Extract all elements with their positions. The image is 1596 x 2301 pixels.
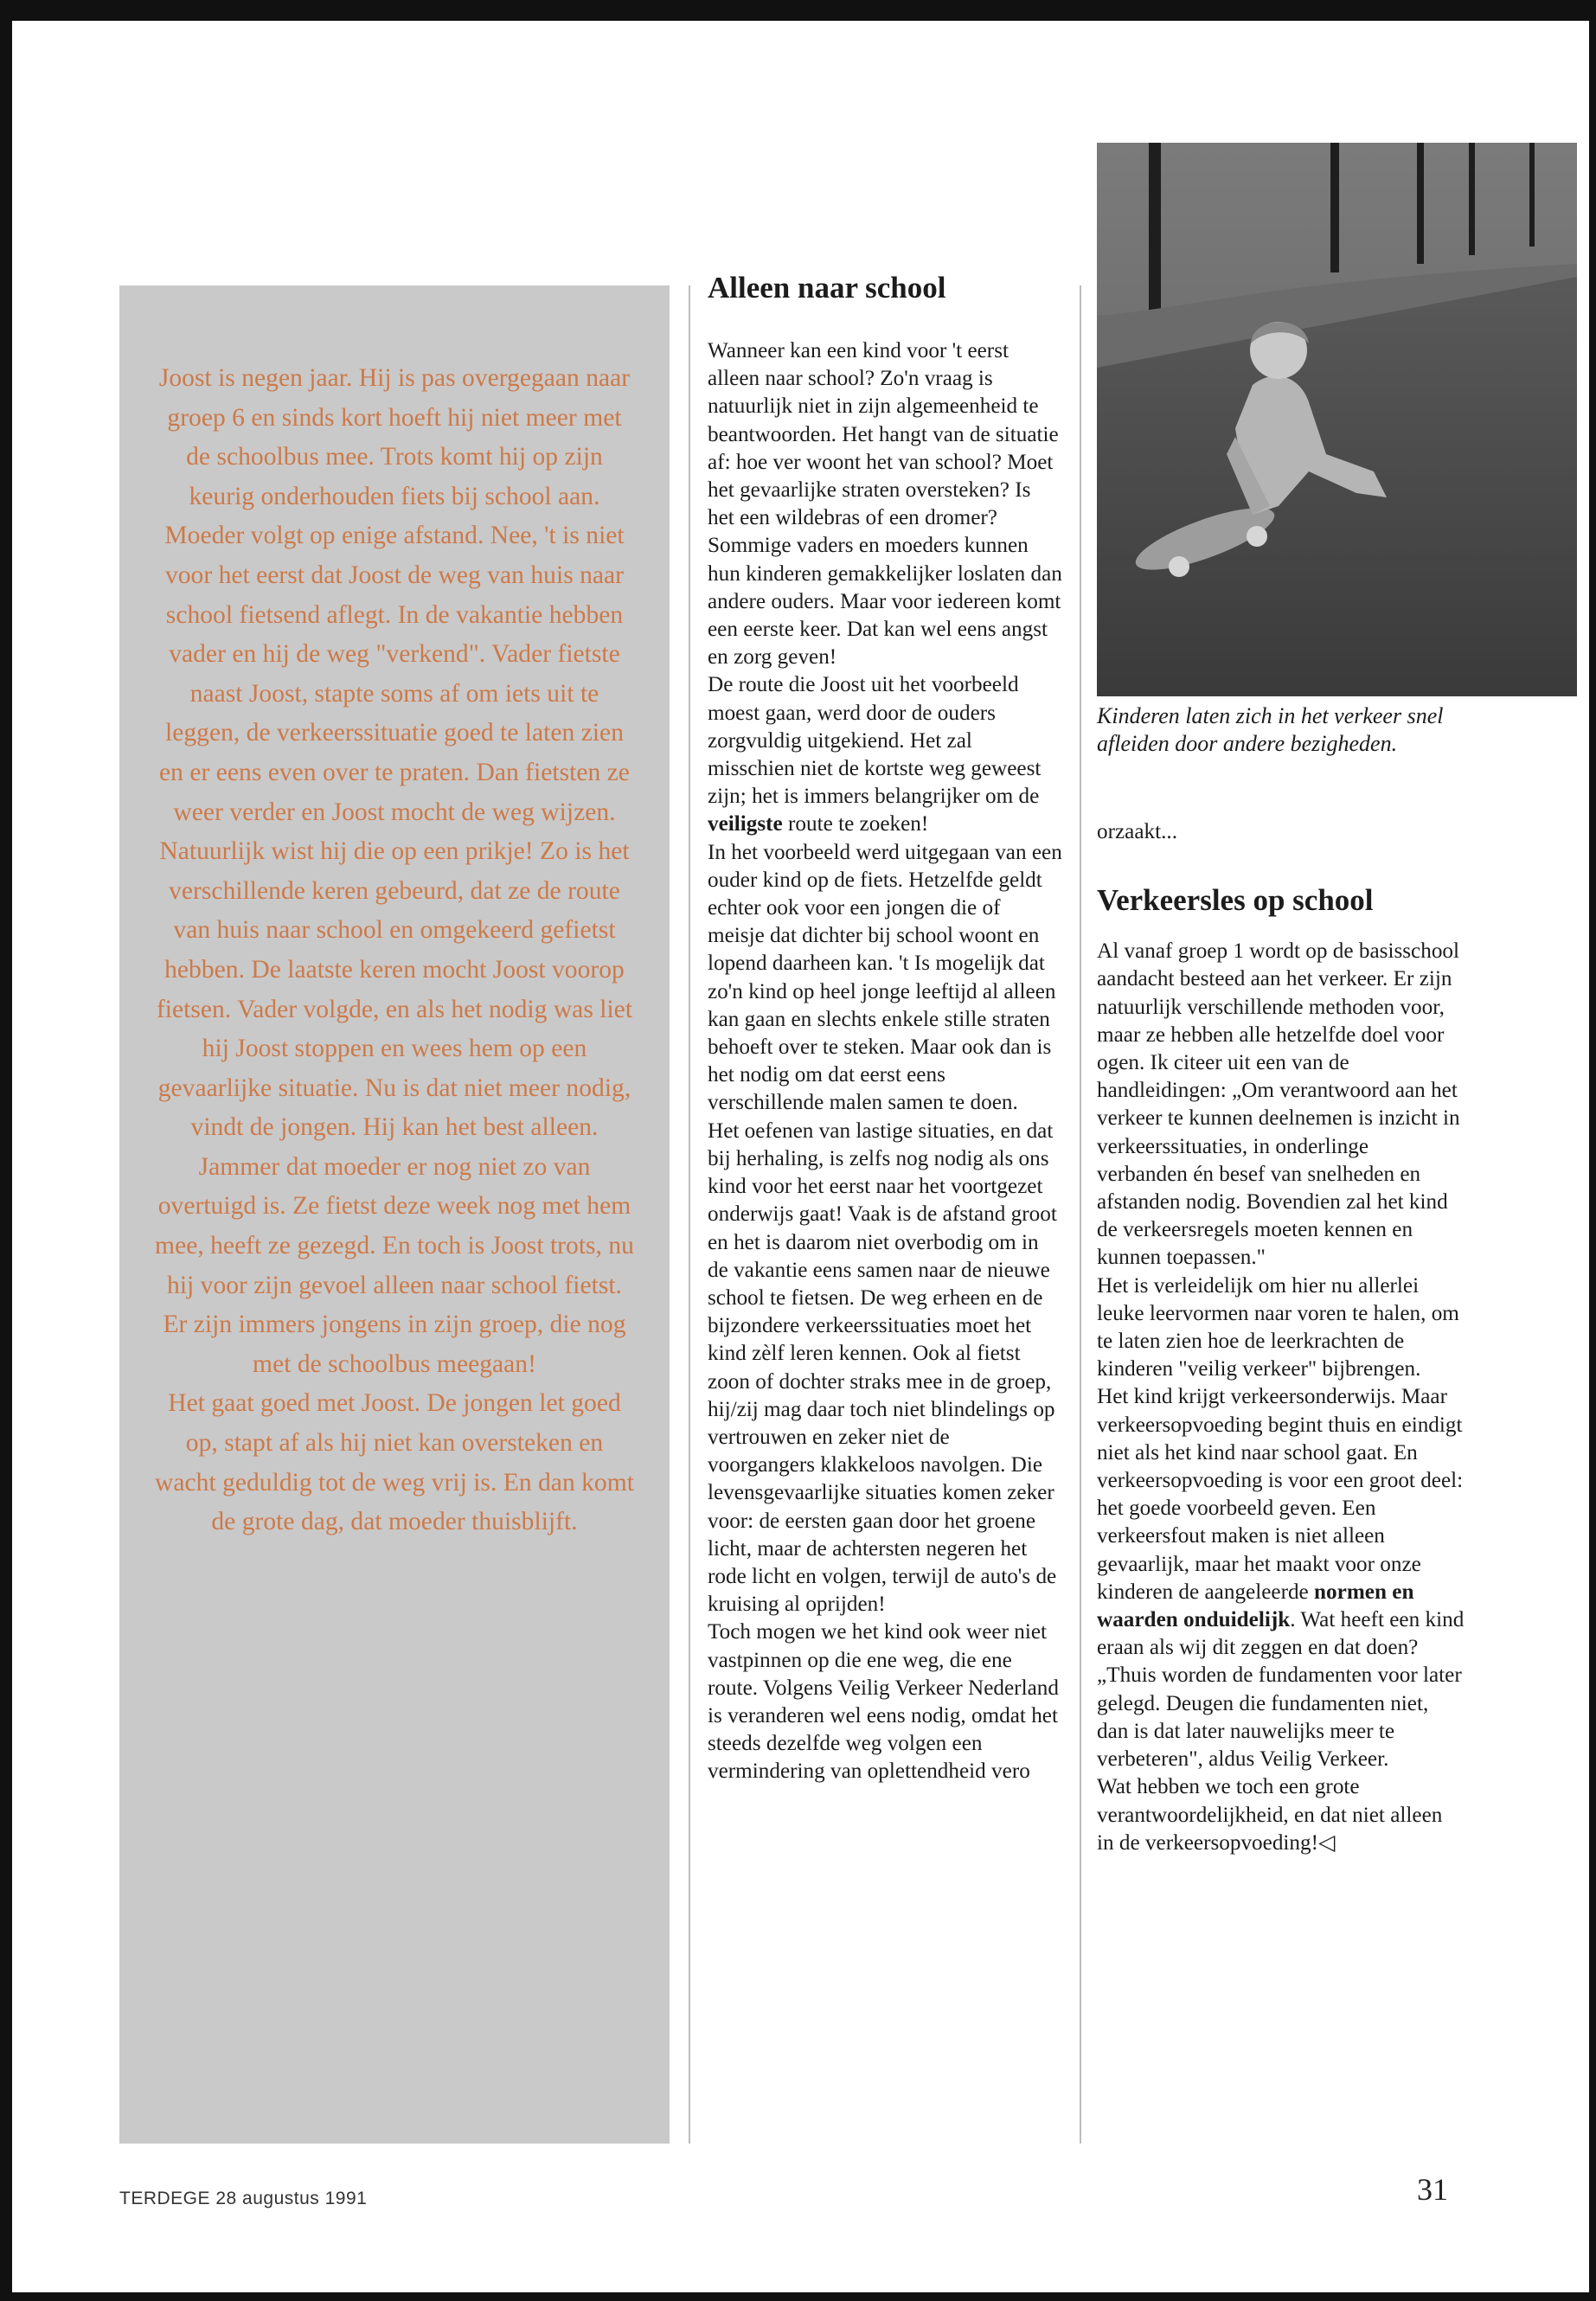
column-rule-right xyxy=(1080,285,1081,2144)
paragraph-9-text-b: . Wat heeft een kind eraan als wij dit zeggen en dat doen? xyxy=(1097,1608,1465,1660)
paragraph-11-text: Wat hebben we toch een grote verantwoordelijkheid, en dat niet alleen in de verkeersopvoeding! xyxy=(1097,1775,1443,1855)
paragraph-3-bold: veiligste xyxy=(708,812,783,836)
right-column xyxy=(1097,818,1465,1857)
heading-alleen-naar-school: Alleen naar school xyxy=(708,271,946,304)
footer-publication: TERDEGE 28 augustus 1991 xyxy=(119,2189,368,2208)
paragraph-9 xyxy=(1097,1383,1465,1662)
paragraph-9-text-a: Het kind krijgt verkeersonderwijs. Maar verkeersopvoeding begint thuis en eindigt niet als het kind naar school gaat. En verkeersopvoeding is voor een groot deel: het goede voorbeeld geven. Een verkeersfout maken is niet alleen gevaarlijk, maar het maakt voor onze kinderen de aangeleerde xyxy=(1097,1385,1464,1604)
paragraph-3-text-a: De route die Joost uit het voorbeeld moest gaan, werd door de ouders zorgvuldig uitgekiend. Het zal misschien niet de kortste weg geweest zijn; het is immers belangrijker om de xyxy=(708,673,1042,809)
middle-column xyxy=(708,270,1062,1786)
paragraph-8: Het is verleidelijk om hier nu allerlei leuke leervormen naar voren te halen, om te laten zien hoe de leerkrachten de kinderen "veilig verkeer" bijbrengen. xyxy=(1097,1273,1459,1381)
paragraph-1: Wanneer kan een kind voor 't eerst alleen naar school? Zo'n vraag is natuurlijk niet in zijn algemeenheid te beantwoorden. Het hangt van de situatie af: hoe ver woont het van school? Moet het gevaarlijke straten oversteken? Is het een wildebras of een dromer? xyxy=(708,339,1059,530)
end-mark-icon: ◁ xyxy=(1317,1830,1336,1855)
sidebar-pull-box xyxy=(119,285,670,2144)
paragraph-10: „Thuis worden de fundamenten voor later gelegd. Deugen die fundamenten niet, dan is dat later nauwelijks meer te verbeteren", aldus Veilig Verkeer. xyxy=(1097,1663,1462,1772)
paragraph-11 xyxy=(1097,1773,1465,1857)
paragraph-6-part-1: Toch mogen we het kind ook weer niet vastpinnen op die ene weg, die ene route. Volgens Veilig Verkeer Nederland is veranderen wel eens nodig, omdat het steeds dezelfde weg volgen een vermindering van oplettendheid vero xyxy=(708,1620,1059,1784)
paragraph-4: In het voorbeeld werd uitgegaan van een ouder kind op de fiets. Hetzelfde geldt echter ook voor een jongen die of meisje dat dichter bij school woont en lopend daarheen kan. 't Is mogelijk dat zo'n kind op heel jonge leeftijd al alleen kan gaan en slechts enkele stille straten behoeft over te steken. Maar ook dan is het nodig om dat eerst eens verschillende malen samen te doen. xyxy=(708,840,1062,1115)
column-rule-left xyxy=(689,285,690,2144)
paragraph-7: Al vanaf groep 1 wordt op de basisschool aandacht besteed aan het verkeer. Er zijn natuurlijk verschillende methoden voor, maar ze hebben alle hetzelfde doel voor ogen. Ik citeer uit een van de handleidingen: „Om verantwoord aan het verkeer te kunnen deelnemen is inzicht in verkeerssituaties, in onderlinge verbanden én besef van snelheden en afstanden nodig. Bovendien zal het kind de verkeersregels moeten kennen en kunnen toepassen." xyxy=(1097,939,1460,1270)
heading-verkeersles-op-school: Verkeersles op school xyxy=(1097,883,1374,918)
photo-caption: Kinderen laten zich in het verkeer snel afleiden door andere bezigheden. xyxy=(1097,703,1444,756)
paragraph-5: Het oefenen van lastige situaties, en dat bij herhaling, is zelfs nog nodig als ons kind voor het eerst naar het voortgezet onderwijs gaat! Vaak is de afstand groot en het is daarom niet overbodig om in de vakantie eens samen naar de nieuwe school te fietsen. De weg erheen en de bijzondere verkeerssituaties moet het kind zèlf leren kennen. Ook al fietst zoon of dochter straks mee in de groep, hij/zij mag daar toch niet blindelings op vertrouwen en zeker niet de voorgangers klakkeloos navolgen. Die levensgevaarlijke situaties komen zeker voor: de eersten gaan door het groene licht, maar de achtersten negeren het rode licht en volgen, terwijl de auto's de kruising al oprijden! xyxy=(708,1118,1057,1617)
paragraph-2: Sommige vaders en moeders kunnen hun kinderen gemakkelijker loslaten dan andere ouders. Maar voor iedereen komt een eerste keer. Dat kan wel eens angst en zorg geven! xyxy=(708,534,1062,670)
paragraph-3-text-b: route te zoeken! xyxy=(782,812,929,836)
sidebar-paragraph-2: Het gaat goed met Joost. De jongen let goed op, stapt af als hij niet kan oversteken en wacht geduldig tot de weg vrij is. En dan komt de grote dag, dat moeder thuisblijft. xyxy=(155,1389,634,1536)
page-number: 31 xyxy=(1417,2172,1448,2207)
photo-child-skateboard xyxy=(1097,143,1577,696)
paragraph-6-part-2: orzaakt... xyxy=(1097,820,1178,843)
paragraph-9-bold: normen en waarden onduidelijk xyxy=(1097,1580,1414,1632)
sidebar-paragraph-1: Joost is negen jaar. Hij is pas overgegaan naar groep 6 en sinds kort hoeft hij niet meer met de schoolbus mee. Trots komt hij op zijn keurig onderhouden fiets bij school aan. Moeder volgt op enige afstand. Nee, 't is niet voor het eerst dat Joost de weg van huis naar school fietsend aflegt. In de vakantie hebben vader en hij de weg "verkend". Vader fietste naast Joost, stapte soms af om iets uit te leggen, de verkeerssituatie goed te laten zien en er eens even over te praten. Dan fietsten ze weer verder en Joost mocht de weg wijzen. Natuurlijk wist hij die op een prikje! Zo is het verschillende keren gebeurd, dat ze de route van huis naar school en omgekeerd gefietst hebben. De laatste keren mocht Joost voorop fietsen. Vader volgde, en als het nodig was liet hij Joost stoppen en wees hem op een gevaarlijke situatie. Nu is dat niet meer nodig, vindt de jongen. Hij kan het best alleen. Jammer dat moeder er nog niet zo van overtuigd is. Ze fietst deze week nog met hem mee, heeft ze gezegd. En toch is Joost trots, nu hij voor zijn gevoel alleen naar school fietst. Er zijn immers jongens in zijn groep, die nog met de schoolbus meegaan! xyxy=(155,364,634,1378)
paragraph-3 xyxy=(708,671,1062,838)
